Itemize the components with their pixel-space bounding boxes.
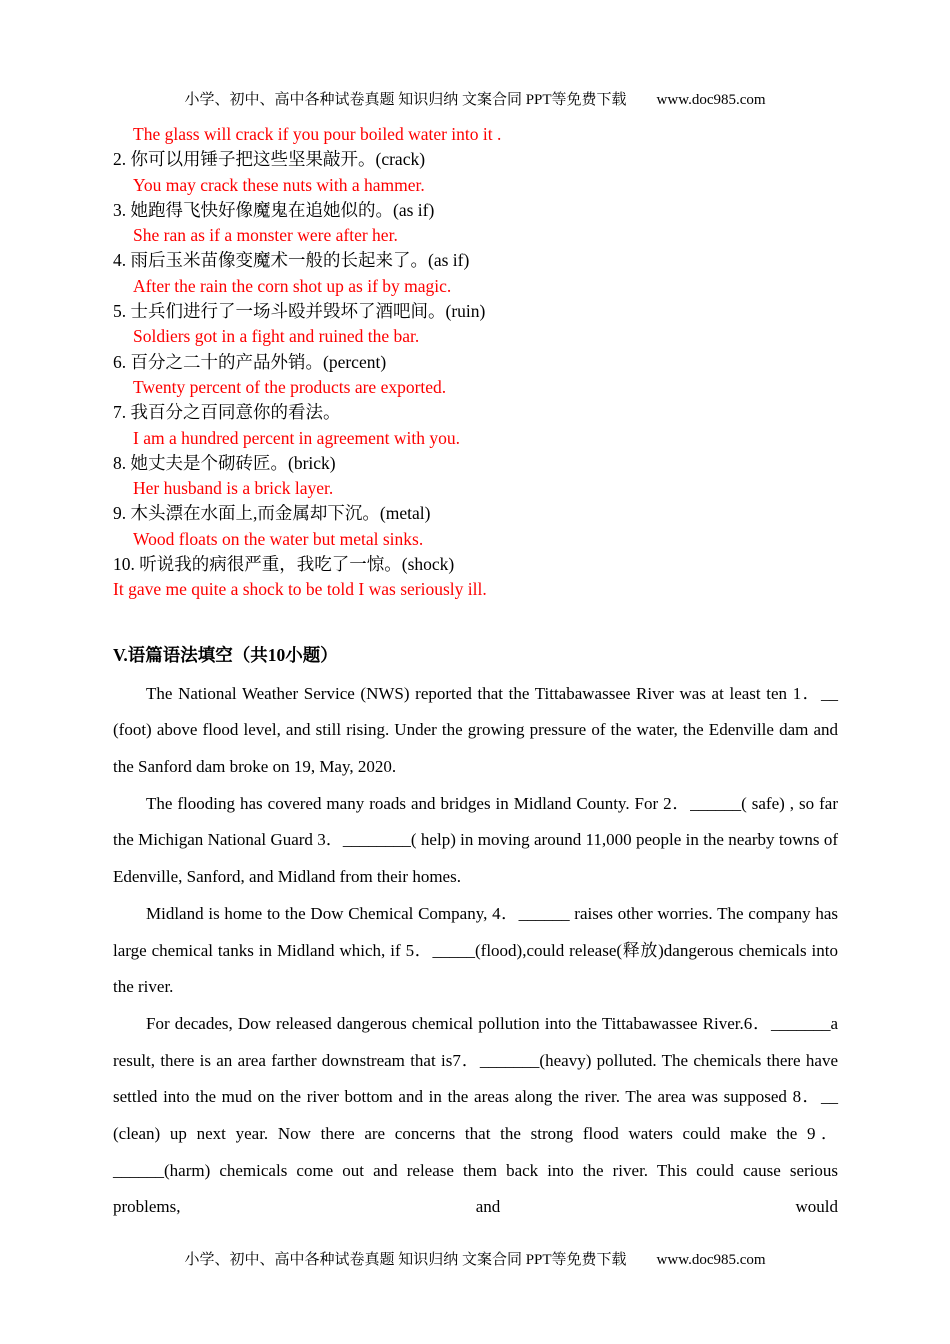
passage-paragraph: The National Weather Service (NWS) reported that the Tittabawassee River was at least ten 1．__ (foot) above flood level, and still rising. Under the growing pressure of the water, the Edenville dam and the Sanford dam broke on 19, May, 2020. xyxy=(113,683,838,777)
exercise-question xyxy=(113,552,838,577)
exercise-question xyxy=(113,400,838,425)
question-text: 我百分之百同意你的看法。 xyxy=(130,402,341,423)
document-content xyxy=(113,122,838,1226)
answer-line: Twenty percent of the products are exported. xyxy=(133,376,447,397)
question-number: 3. xyxy=(113,199,131,220)
question-text: 木头漂在水面上,而金属却下沉。(metal) xyxy=(130,503,431,524)
question-text: 士兵们进行了一场斗殴并毁坏了酒吧间。(ruin) xyxy=(130,301,486,322)
answer-line: You may crack these nuts with a hammer. xyxy=(133,174,425,195)
page-footer xyxy=(0,1248,950,1269)
question-number: 7. xyxy=(113,402,131,423)
header-text: 小学、初中、高中各种试卷真题 知识归纳 文案合同 PPT等免费下载 xyxy=(184,92,627,108)
question-text: 你可以用锤子把这些坚果敲开。(crack) xyxy=(130,149,426,170)
answer-line-lead: The glass will crack if you pour boiled water into it . xyxy=(133,124,502,144)
passage xyxy=(113,676,838,1227)
section-title: V.语篇语法填空（共10小题） xyxy=(113,644,338,665)
question-number: 9. xyxy=(113,503,131,524)
passage-paragraph: Midland is home to the Dow Chemical Company, 4．______ raises other worries. The company has large chemical tanks in Midland which, if 5．_____(flood),could release(释放)dangerous chemicals into the river. xyxy=(113,903,838,997)
question-text: 雨后玉米苗像变魔术一般的长起来了。(as if) xyxy=(130,250,470,271)
question-number: 5. xyxy=(113,301,131,322)
page-header xyxy=(0,88,950,109)
exercise-question xyxy=(113,299,838,324)
answer-line: Wood floats on the water but metal sinks. xyxy=(133,528,424,549)
exercise-question xyxy=(113,198,838,223)
question-text: 百分之二十的产品外销。(percent) xyxy=(130,351,387,372)
exercise-question xyxy=(113,451,838,476)
question-text: 听说我的病很严重，我吃了一惊。(shock) xyxy=(139,554,455,575)
passage-paragraph: For decades, Dow released dangerous chemical pollution into the Tittabawassee River.6．_______a result, there is an area farther downstream that is7．_______(heavy) polluted. The chemicals there have settled into the mud on the river bottom and in the areas along the river. The area was supposed 8．__ (clean) up next year. Now there are concerns that the strong flood waters could make the 9．______(harm) chemicals come out and release them back into the river. This could cause serious problems, and would xyxy=(113,1013,838,1217)
question-text: 她跑得飞快好像魔鬼在追她似的。(as if) xyxy=(130,199,435,220)
answer-line: Soldiers got in a fight and ruined the bar. xyxy=(133,326,420,347)
exercise-list xyxy=(113,147,838,602)
footer-site-url: www.doc985.com xyxy=(656,1252,766,1268)
answer-line: She ran as if a monster were after her. xyxy=(133,225,398,246)
question-number: 6. xyxy=(113,351,131,372)
question-number: 10. xyxy=(113,554,140,575)
exercise-question xyxy=(113,501,838,526)
footer-text: 小学、初中、高中各种试卷真题 知识归纳 文案合同 PPT等免费下载 xyxy=(184,1252,627,1268)
exercise-question xyxy=(113,248,838,273)
passage-paragraph: The flooding has covered many roads and bridges in Midland County. For 2．______( safe) , so far the Michigan National Guard 3．________( help) in moving around 11,000 people in the nearby towns of Edenville, Sanford, and Midland from their homes. xyxy=(113,793,838,887)
exercise-question xyxy=(113,350,838,375)
header-site-url: www.doc985.com xyxy=(656,92,766,108)
exercise-question xyxy=(113,147,838,172)
question-number: 4. xyxy=(113,250,131,271)
question-text: 她丈夫是个砌砖匠。(brick) xyxy=(130,452,336,473)
answer-line: Her husband is a brick layer. xyxy=(133,478,334,499)
answer-line: It gave me quite a shock to be told I was seriously ill. xyxy=(113,579,487,600)
answer-line: After the rain the corn shot up as if by magic. xyxy=(133,275,452,296)
question-number: 8. xyxy=(113,452,131,473)
answer-line: I am a hundred percent in agreement with you. xyxy=(133,427,461,448)
question-number: 2. xyxy=(113,149,131,170)
